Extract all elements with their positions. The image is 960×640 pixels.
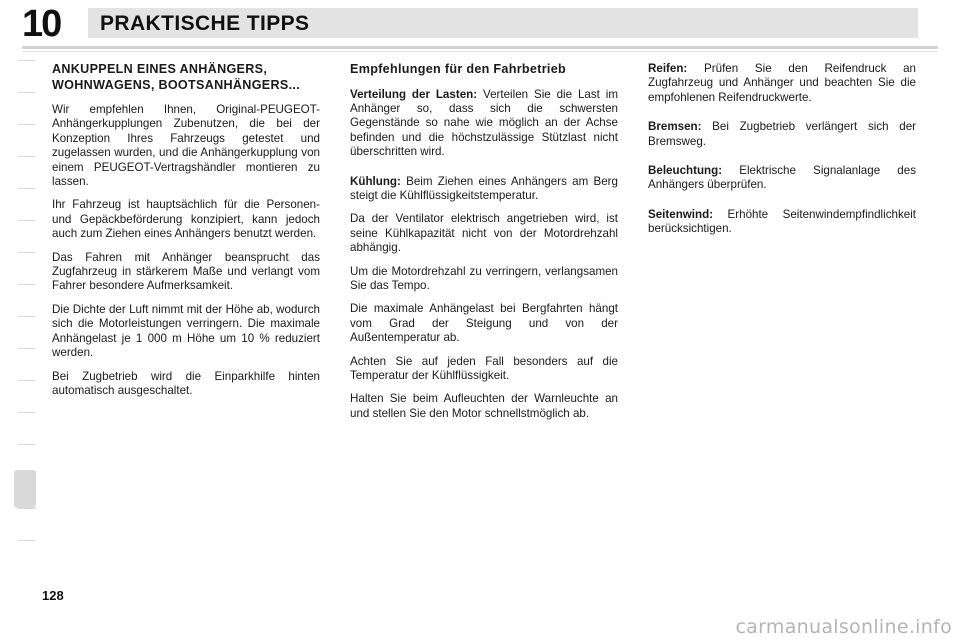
chapter-tab — [14, 470, 36, 508]
paragraph-text: Bei Zugbetrieb verlängert sich der Bremsweg. — [648, 120, 916, 148]
page-number: 128 — [42, 588, 64, 603]
watermark: carmanualsonline.info — [735, 616, 952, 638]
paragraph-text: Beim Ziehen eines Anhängers am Berg steigt die Kühlflüssigkeitstemperatur. — [350, 174, 618, 202]
lead-in-kuehlung: Kühlung: — [350, 174, 401, 188]
header-divider-thin — [22, 51, 938, 52]
text-column-3 — [648, 62, 916, 246]
chapter-number: 10 — [22, 3, 61, 45]
lead-in-seitenwind: Seitenwind: — [648, 207, 714, 221]
paragraph: Achten Sie auf jeden Fall besonders auf die Temperatur der Kühlflüssigkeit. — [350, 354, 618, 382]
section-heading-recommendations: Empfehlungen für den Fahrbetrieb — [350, 62, 567, 76]
text-column-1 — [52, 62, 320, 407]
paragraph-lasten — [350, 88, 618, 160]
paragraph: Wir empfehlen Ihnen, Original-PEUGEOT-Anhängerkupplungen Zubenutzen, die bei der Konzeption Ihres Fahrzeugs getestet und zugelassen wurden, und die Anhängerkupplung von einem PEUGEOT-Vertragshändler montieren zu lassen. — [52, 103, 320, 189]
lead-in-bremsen: Bremsen: — [648, 120, 702, 134]
page-header — [0, 0, 960, 52]
paragraph: Die maximale Anhängelast bei Bergfahrten hängt vom Grad der Steigung und von der Außentemperatur ab. — [350, 302, 618, 345]
text-column-2 — [350, 62, 618, 430]
header-divider — [22, 46, 938, 49]
paragraph-beleuchtung — [648, 164, 916, 193]
paragraph: Die Dichte der Luft nimmt mit der Höhe ab, wodurch sich die Motorleistungen verringern. Die maximale Anhängelast je 1 000 m Höhe um 10 % reduziert werden. — [52, 302, 320, 360]
lead-in-beleuchtung: Beleuchtung: — [648, 164, 723, 178]
section-heading-towing: ANKUPPELN EINES ANHÄNGERS, WOHNWAGENS, BOOTSANHÄNGERS... — [52, 62, 300, 92]
paragraph-seitenwind — [648, 208, 916, 237]
paragraph: Um die Motordrehzahl zu verringern, verlangsamen Sie das Tempo. — [350, 264, 618, 292]
paragraph: Ihr Fahrzeug ist hauptsächlich für die Personen- und Gepäckbeförderung konzipiert, kann jedoch auch zum Ziehen eines Anhängers benutzt werden. — [52, 198, 320, 241]
paragraph-text: Erhöhte Seitenwindempfindlichkeit berücksichtigen. — [648, 207, 916, 236]
lead-in-lasten: Verteilung der Lasten: — [350, 87, 478, 101]
lead-in-reifen: Reifen: — [648, 62, 688, 75]
paragraph: Das Fahren mit Anhänger beansprucht das Zugfahrzeug in stärkerem Maße und verlangt vom Fahrer besondere Aufmerksamkeit. — [52, 250, 320, 293]
paragraph-text: Elektrische Signalanlage des Anhängers überprüfen. — [648, 164, 916, 192]
paragraph: Halten Sie beim Aufleuchten der Warnleuchte an und stellen Sie den Motor schnellstmöglich ab. — [350, 392, 618, 420]
paragraph-reifen — [648, 62, 916, 105]
paragraph-bremsen — [648, 120, 916, 149]
page-title: PRAKTISCHE TIPPS — [100, 12, 310, 35]
paragraph: Bei Zugbetrieb wird die Einparkhilfe hinten automatisch ausgeschaltet. — [52, 369, 320, 397]
paragraph: Da der Ventilator elektrisch angetrieben wird, ist seine Kühlkapazität nicht von der Motordrehzahl abhängig. — [350, 212, 618, 255]
paragraph-text: Verteilen Sie die Last im Anhänger so, dass sich die schwersten Gegenstände so nahe wie möglich an der Achse befinden und die höchstzulässige Stützlast nicht überschritten wird. — [350, 87, 618, 159]
paragraph-text: Prüfen Sie den Reifendruck an Zugfahrzeug und Anhänger und beachten Sie die empfohlenen Reifendruckwerte. — [648, 62, 916, 104]
paragraph-kuehlung — [350, 175, 618, 204]
